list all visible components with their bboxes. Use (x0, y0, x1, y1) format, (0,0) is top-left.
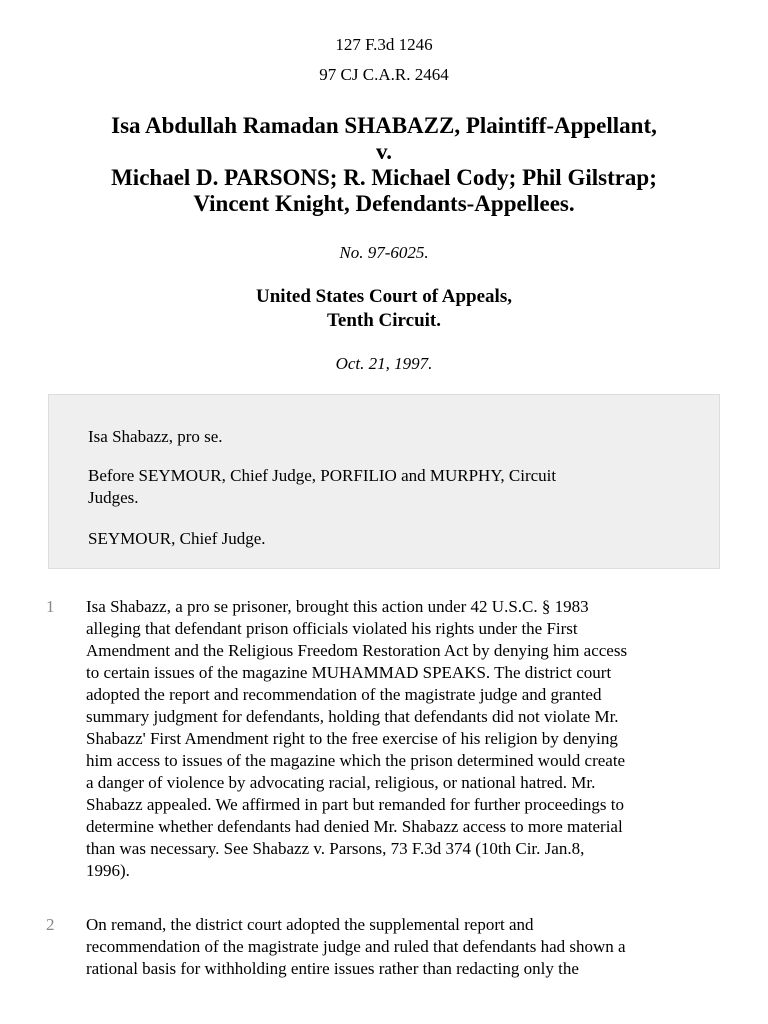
caption-versus: v. (376, 139, 392, 164)
paragraph-line: Isa Shabazz, a pro se prisoner, brought this action under 42 U.S.C. § 1983 (86, 597, 589, 616)
paragraph-number: 1 (46, 597, 55, 616)
paragraph-line: determine whether defendants had denied Mr. Shabazz access to more material (86, 817, 623, 836)
case-caption (40, 113, 728, 217)
opinion-header-box (48, 394, 720, 569)
reporter-citation: 127 F.3d 1246 (335, 35, 433, 54)
paragraph-body (86, 914, 726, 980)
court-name (0, 285, 768, 333)
panel-line-1: Before SEYMOUR, Chief Judge, PORFILIO and MURPHY, Circuit (88, 466, 557, 485)
paragraph-line: 1996). (86, 861, 130, 880)
decision-date: Oct. 21, 1997. (335, 354, 433, 373)
panel-line-2: Judges. (88, 488, 139, 507)
paragraph-line: adopted the report and recommendation of the magistrate judge and granted (86, 685, 602, 704)
paragraph-line: alleging that defendant prison officials violated his rights under the First (86, 619, 578, 638)
paragraph-line: recommendation of the magistrate judge and ruled that defendants had shown a (86, 937, 626, 956)
paragraph-body (86, 596, 726, 882)
paragraph-line: a danger of violence by advocating racial, religious, or national hatred. Mr. (86, 773, 596, 792)
paragraph-line: him access to issues of the magazine which the prison determined would create (86, 751, 626, 770)
paragraph-line: Amendment and the Religious Freedom Restoration Act by denying him access (86, 641, 628, 660)
opinion-author: SEYMOUR, Chief Judge. (88, 529, 266, 548)
caption-defendants-2: Vincent Knight, Defendants-Appellees. (193, 191, 575, 216)
paragraph-line: Shabazz appealed. We affirmed in part but remanded for further proceedings to (86, 795, 625, 814)
caption-defendants-1: Michael D. PARSONS; R. Michael Cody; Phil Gilstrap; (111, 165, 657, 190)
paragraph-line: rational basis for withholding entire issues rather than redacting only the (86, 959, 579, 978)
paragraph-line: than was necessary. See Shabazz v. Parsons, 73 F.3d 374 (10th Cir. Jan.8, (86, 839, 585, 858)
caption-plaintiff: Isa Abdullah Ramadan SHABAZZ, Plaintiff-Appellant, (111, 113, 657, 138)
paragraph-line: On remand, the district court adopted the supplemental report and (86, 915, 534, 934)
paragraph-line: summary judgment for defendants, holding that defendants did not violate Mr. (86, 707, 619, 726)
paragraph-line: Shabazz' First Amendment right to the free exercise of his religion by denying (86, 729, 618, 748)
court-line-1: United States Court of Appeals, (256, 286, 512, 307)
paragraph-number: 2 (46, 915, 55, 934)
secondary-citation: 97 CJ C.A.R. 2464 (319, 65, 449, 84)
docket-number: No. 97-6025. (339, 243, 429, 262)
court-line-2: Tenth Circuit. (326, 310, 442, 331)
paragraph-line: to certain issues of the magazine MUHAMMAD SPEAKS. The district court (86, 663, 612, 682)
counsel-line: Isa Shabazz, pro se. (88, 427, 223, 446)
